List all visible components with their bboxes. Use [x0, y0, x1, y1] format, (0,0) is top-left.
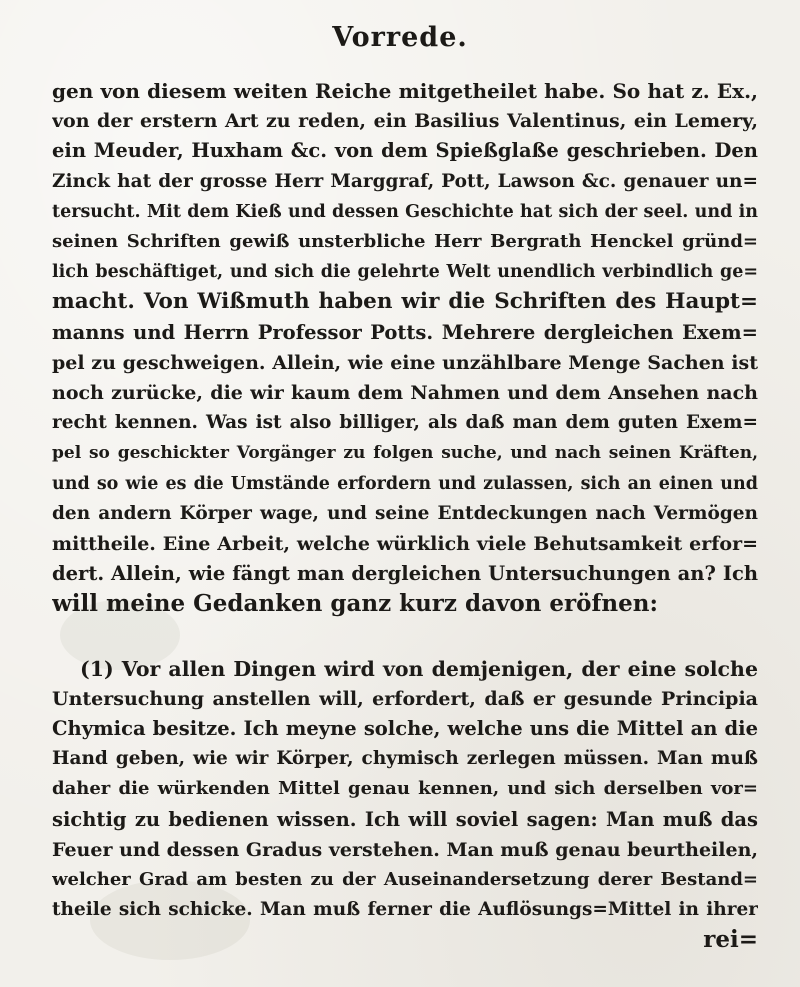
text-line: (1) Vor allen Dingen wird von demjenigen, der eine solche — [80, 656, 758, 681]
text-line: den andern Körper wage, und seine Entdeckungen nach Vermögen — [52, 502, 758, 524]
text-line: Untersuchung anstellen will, erfordert, daß er gesunde Principia — [52, 687, 758, 710]
text-line: will meine Gedanken ganz kurz davon eröfnen: — [52, 590, 658, 618]
text-line: welcher Grad am besten zu der Auseinandersetzung derer Bestand= — [52, 869, 758, 891]
text-line: daher die würkenden Mittel genau kennen, und sich derselben vor= — [52, 778, 758, 800]
text-line: lich beschäftiget, und sich die gelehrte Welt unendlich verbindlich ge= — [52, 262, 758, 283]
text-line: seinen Schriften gewiß unsterbliche Herr Bergrath Henckel gründ= — [52, 231, 758, 253]
paragraph-2 — [52, 654, 758, 956]
text-line: Zinck hat der grosse Herr Marggraf, Pott, Lawson &c. genauer un= — [52, 170, 758, 192]
text-line: ein Meuder, Huxham &c. von dem Spießglaße geschrieben. Den — [52, 139, 758, 163]
text-line: pel so geschickter Vorgänger zu folgen suche, und nach seinen Kräften, — [52, 443, 758, 464]
text-line: Hand geben, wie wir Körper, chymisch zerlegen müssen. Man muß — [52, 748, 758, 770]
text-line: macht. Von Wißmuth haben wir die Schriften des Haupt= — [52, 289, 758, 315]
text-line: und so wie es die Umstände erfordern und zulassen, sich an einen und — [52, 473, 758, 494]
catchword: rei= — [703, 926, 758, 954]
paragraph-gap — [52, 620, 758, 654]
body-text — [52, 76, 758, 956]
text-line: noch zurücke, die wir kaum dem Nahmen und dem Ansehen nach — [52, 382, 758, 405]
text-line: sichtig zu bedienen wissen. Ich will soviel sagen: Man muß das — [52, 807, 758, 831]
text-line: dert. Allein, wie fängt man dergleichen Untersuchungen an? Ich — [52, 562, 758, 586]
text-line: pel zu geschweigen. Allein, wie eine unzählbare Menge Sachen ist — [52, 351, 758, 374]
text-line: Feuer und dessen Gradus verstehen. Man muß genau beurtheilen, — [52, 838, 758, 861]
text-line: manns und Herrn Professor Potts. Mehrere dergleichen Exem= — [52, 320, 758, 344]
paragraph-1 — [52, 76, 758, 620]
text-line: gen von diesem weiten Reiche mitgetheilet habe. So hat z. Ex., — [52, 79, 758, 103]
text-line: mittheile. Eine Arbeit, welche würklich viele Behutsamkeit erfor= — [52, 533, 758, 556]
text-line: tersucht. Mit dem Kieß und dessen Geschichte hat sich der seel. und in — [52, 201, 758, 222]
text-line: von der erstern Art zu reden, ein Basilius Valentinus, ein Lemery, — [52, 110, 758, 133]
text-line: theile sich schicke. Man muß ferner die Auflösungs=Mittel in ihrer — [52, 899, 758, 921]
running-head: Vorrede. — [332, 22, 468, 53]
text-line: recht kennen. Was ist also billiger, als daß man dem guten Exem= — [52, 412, 758, 434]
text-line: Chymica besitze. Ich meyne solche, welche uns die Mittel an die — [52, 717, 758, 741]
